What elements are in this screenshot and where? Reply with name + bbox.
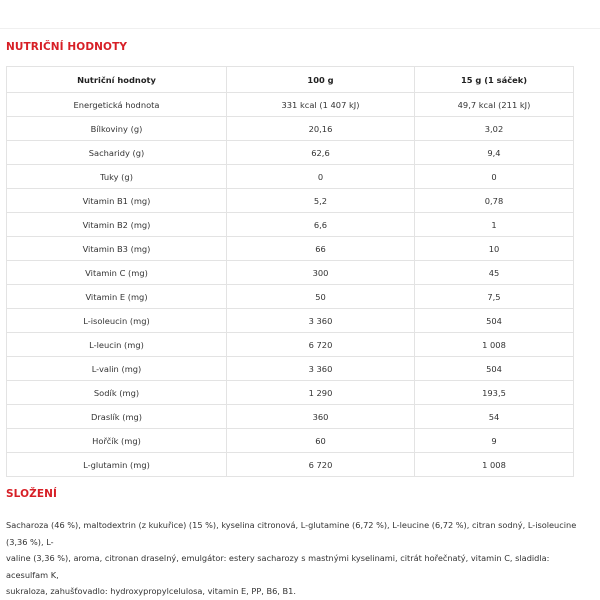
value-serving: 7,5 bbox=[415, 285, 574, 309]
table-row bbox=[7, 141, 574, 165]
nutrient-name: Energetická hodnota bbox=[7, 93, 227, 117]
composition-text bbox=[6, 517, 578, 600]
nutrient-name: Tuky (g) bbox=[7, 165, 227, 189]
table-row bbox=[7, 189, 574, 213]
nutrient-name: Vitamin B2 (mg) bbox=[7, 213, 227, 237]
nutrient-name: L-isoleucin (mg) bbox=[7, 309, 227, 333]
header-per-100g: 100 g bbox=[227, 67, 415, 93]
table-row bbox=[7, 285, 574, 309]
value-serving: 9 bbox=[415, 429, 574, 453]
nutrient-name: Vitamin B1 (mg) bbox=[7, 189, 227, 213]
value-serving: 0,78 bbox=[415, 189, 574, 213]
value-100g: 3 360 bbox=[227, 357, 415, 381]
value-serving: 10 bbox=[415, 237, 574, 261]
table-row bbox=[7, 237, 574, 261]
value-serving: 45 bbox=[415, 261, 574, 285]
value-100g: 3 360 bbox=[227, 309, 415, 333]
table-row bbox=[7, 93, 574, 117]
nutrient-name: Vitamin C (mg) bbox=[7, 261, 227, 285]
value-100g: 6 720 bbox=[227, 333, 415, 357]
value-serving: 3,02 bbox=[415, 117, 574, 141]
value-100g: 62,6 bbox=[227, 141, 415, 165]
value-100g: 1 290 bbox=[227, 381, 415, 405]
table-row bbox=[7, 429, 574, 453]
value-serving: 54 bbox=[415, 405, 574, 429]
value-100g: 50 bbox=[227, 285, 415, 309]
value-100g: 6,6 bbox=[227, 213, 415, 237]
value-serving: 0 bbox=[415, 165, 574, 189]
table-row bbox=[7, 405, 574, 429]
nutrient-name: L-leucin (mg) bbox=[7, 333, 227, 357]
table-row bbox=[7, 165, 574, 189]
composition-line: valine (3,36 %), aroma, citronan draselný, emulgátor: estery sacharozy s mastnými kyselinami, citrát hořečnatý, vitamin C, sladidla: acesulfam K, bbox=[6, 553, 550, 580]
composition-line: sukraloza, zahušťovadlo: hydroxypropylcelulosa, vitamin E, PP, B6, B1. bbox=[6, 586, 296, 596]
value-100g: 20,16 bbox=[227, 117, 415, 141]
table-row bbox=[7, 381, 574, 405]
value-100g: 60 bbox=[227, 429, 415, 453]
table-row bbox=[7, 117, 574, 141]
table-row bbox=[7, 453, 574, 477]
value-100g: 0 bbox=[227, 165, 415, 189]
header-nutrient: Nutriční hodnoty bbox=[7, 67, 227, 93]
nutrient-name: Vitamin E (mg) bbox=[7, 285, 227, 309]
value-serving: 49,7 kcal (211 kJ) bbox=[415, 93, 574, 117]
table-header-row bbox=[7, 67, 574, 93]
nutrient-name: Bílkoviny (g) bbox=[7, 117, 227, 141]
nutrient-name: Sodík (mg) bbox=[7, 381, 227, 405]
nutrition-title: NUTRIČNÍ HODNOTY bbox=[6, 41, 128, 53]
value-serving: 504 bbox=[415, 309, 574, 333]
header-per-serving: 15 g (1 sáček) bbox=[415, 67, 574, 93]
value-100g: 6 720 bbox=[227, 453, 415, 477]
nutrient-name: Vitamin B3 (mg) bbox=[7, 237, 227, 261]
nutrient-name: L-valin (mg) bbox=[7, 357, 227, 381]
value-100g: 360 bbox=[227, 405, 415, 429]
value-serving: 9,4 bbox=[415, 141, 574, 165]
nutrition-table bbox=[6, 66, 574, 477]
table-row bbox=[7, 213, 574, 237]
value-100g: 331 kcal (1 407 kJ) bbox=[227, 93, 415, 117]
value-serving: 1 bbox=[415, 213, 574, 237]
value-100g: 66 bbox=[227, 237, 415, 261]
composition-line: Sacharoza (46 %), maltodextrin (z kukuřice) (15 %), kyselina citronová, L-glutamine (6,72 %), L-leucine (6,72 %), citran sodný, L-isoleucine (3,36 %), L- bbox=[6, 520, 577, 547]
value-serving: 1 008 bbox=[415, 453, 574, 477]
value-serving: 504 bbox=[415, 357, 574, 381]
value-serving: 1 008 bbox=[415, 333, 574, 357]
table-row bbox=[7, 357, 574, 381]
composition-title: SLOŽENÍ bbox=[6, 488, 57, 500]
value-serving: 193,5 bbox=[415, 381, 574, 405]
nutrient-name: Sacharidy (g) bbox=[7, 141, 227, 165]
table-row bbox=[7, 309, 574, 333]
table-row bbox=[7, 261, 574, 285]
nutrient-name: Draslík (mg) bbox=[7, 405, 227, 429]
table-row bbox=[7, 333, 574, 357]
value-100g: 5,2 bbox=[227, 189, 415, 213]
nutrition-table-body bbox=[7, 93, 574, 477]
nutrient-name: Hořčík (mg) bbox=[7, 429, 227, 453]
nutrient-name: L-glutamin (mg) bbox=[7, 453, 227, 477]
top-divider bbox=[0, 28, 600, 29]
value-100g: 300 bbox=[227, 261, 415, 285]
